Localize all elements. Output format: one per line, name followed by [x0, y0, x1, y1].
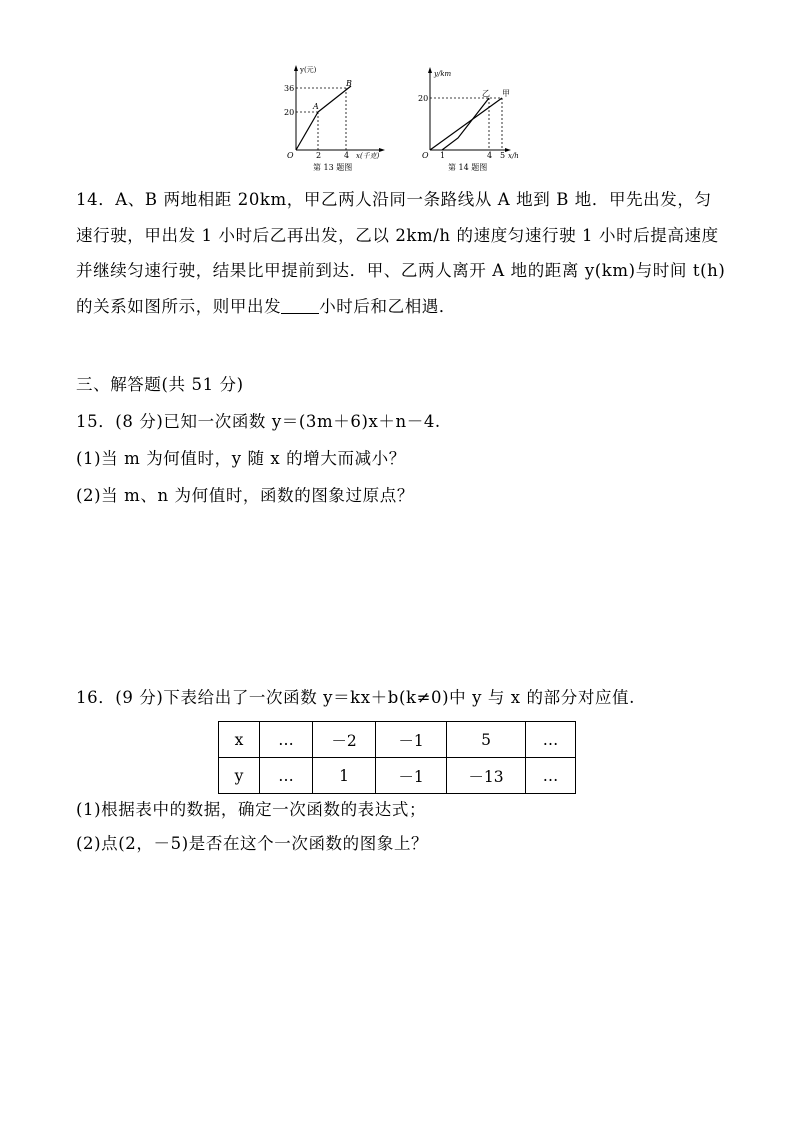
table-cell: …: [526, 722, 576, 758]
fig13-origin: O: [287, 151, 294, 160]
question-14: [76, 182, 728, 324]
answer-blank: [281, 297, 319, 314]
table-cell: …: [260, 758, 313, 794]
fig13-y-label: y(元): [300, 66, 317, 74]
question-15-stem: 15．(8 分)已知一次函数 y＝(3m＋6)x＋n－4.: [76, 412, 441, 431]
figures-row: [276, 58, 536, 178]
question-16-part-2: (2)点(2，－5)是否在这个一次函数的图象上？: [76, 834, 429, 853]
fig14-tick-5: 5: [500, 151, 506, 160]
fig13-tick-20: 20: [284, 108, 295, 117]
q14-text: 14．A、B 两地相距 20km，甲乙两人沿同一条路线从 A 地到 B 地．甲先出发，匀速行驶，甲出发 1 小时后乙再出发，乙以 2km/h 的速度匀速行驶 1 小时后提高速度并继续匀速行驶，结果比甲提前到达．甲、乙两人离开 A 地的距离 y(km)与时间 t(h)的关系如图所示，则甲出发: [76, 190, 726, 316]
fig14-tick-4: 4: [487, 151, 493, 160]
fig14-x-label: x/h: [508, 152, 519, 160]
section-title: 三、解答题(共 51 分): [76, 375, 244, 394]
fig13-point-b: B: [346, 79, 352, 88]
fig14-y-arrow: [428, 67, 432, 73]
figure-14: [418, 67, 519, 172]
question-15-part-2: (2)当 m、n 为何值时，函数的图象过原点？: [76, 486, 414, 505]
fig14-label-yi: 乙: [482, 89, 490, 98]
question-16-part-1: (1)根据表中的数据，确定一次函数的表达式；: [76, 800, 427, 819]
table-row-x: [219, 722, 576, 758]
fig14-label-jia: 甲: [502, 89, 510, 98]
table-cell: …: [526, 758, 576, 794]
question-15-part-1: (1)当 m 为何值时，y 随 x 的增大而减小？: [76, 449, 406, 468]
table-cell: －1: [376, 722, 447, 758]
table-cell: 5: [447, 722, 526, 758]
question-16-stem: 16．(9 分)下表给出了一次函数 y＝kx＋b(k≠0)中 y 与 x 的部分对应值.: [76, 688, 635, 707]
fig13-x-label: x(千克): [356, 152, 380, 160]
fig14-tick-20: 20: [418, 94, 429, 103]
fig14-line-jia: [430, 98, 502, 150]
fig13-segment-oa: [296, 112, 318, 150]
fig14-caption: 第 14 题图: [448, 163, 488, 172]
table-cell: －2: [313, 722, 376, 758]
table-cell: y: [219, 758, 260, 794]
fig13-y-arrow: [294, 65, 298, 71]
fig14-tick-1: 1: [440, 151, 446, 160]
figure-13: [284, 65, 385, 172]
table-row-y: [219, 758, 576, 794]
table-cell: …: [260, 722, 313, 758]
fig13-tick-4: 4: [344, 151, 350, 160]
table-cell: 1: [313, 758, 376, 794]
fig14-y-label: y/km: [434, 70, 452, 78]
value-table: [218, 721, 576, 794]
fig13-tick-36: 36: [284, 84, 295, 93]
fig14-origin: O: [422, 151, 429, 160]
table-cell: －1: [376, 758, 447, 794]
fig13-tick-2: 2: [316, 151, 322, 160]
table-cell: x: [219, 722, 260, 758]
figure-13-and-14: [276, 58, 536, 178]
fig13-x-arrow: [379, 148, 385, 152]
table-cell: －13: [447, 758, 526, 794]
q14-text-end: 小时后和乙相遇．: [319, 296, 457, 316]
fig13-point-a: A: [313, 102, 319, 111]
fig13-caption: 第 13 题图: [313, 163, 353, 172]
